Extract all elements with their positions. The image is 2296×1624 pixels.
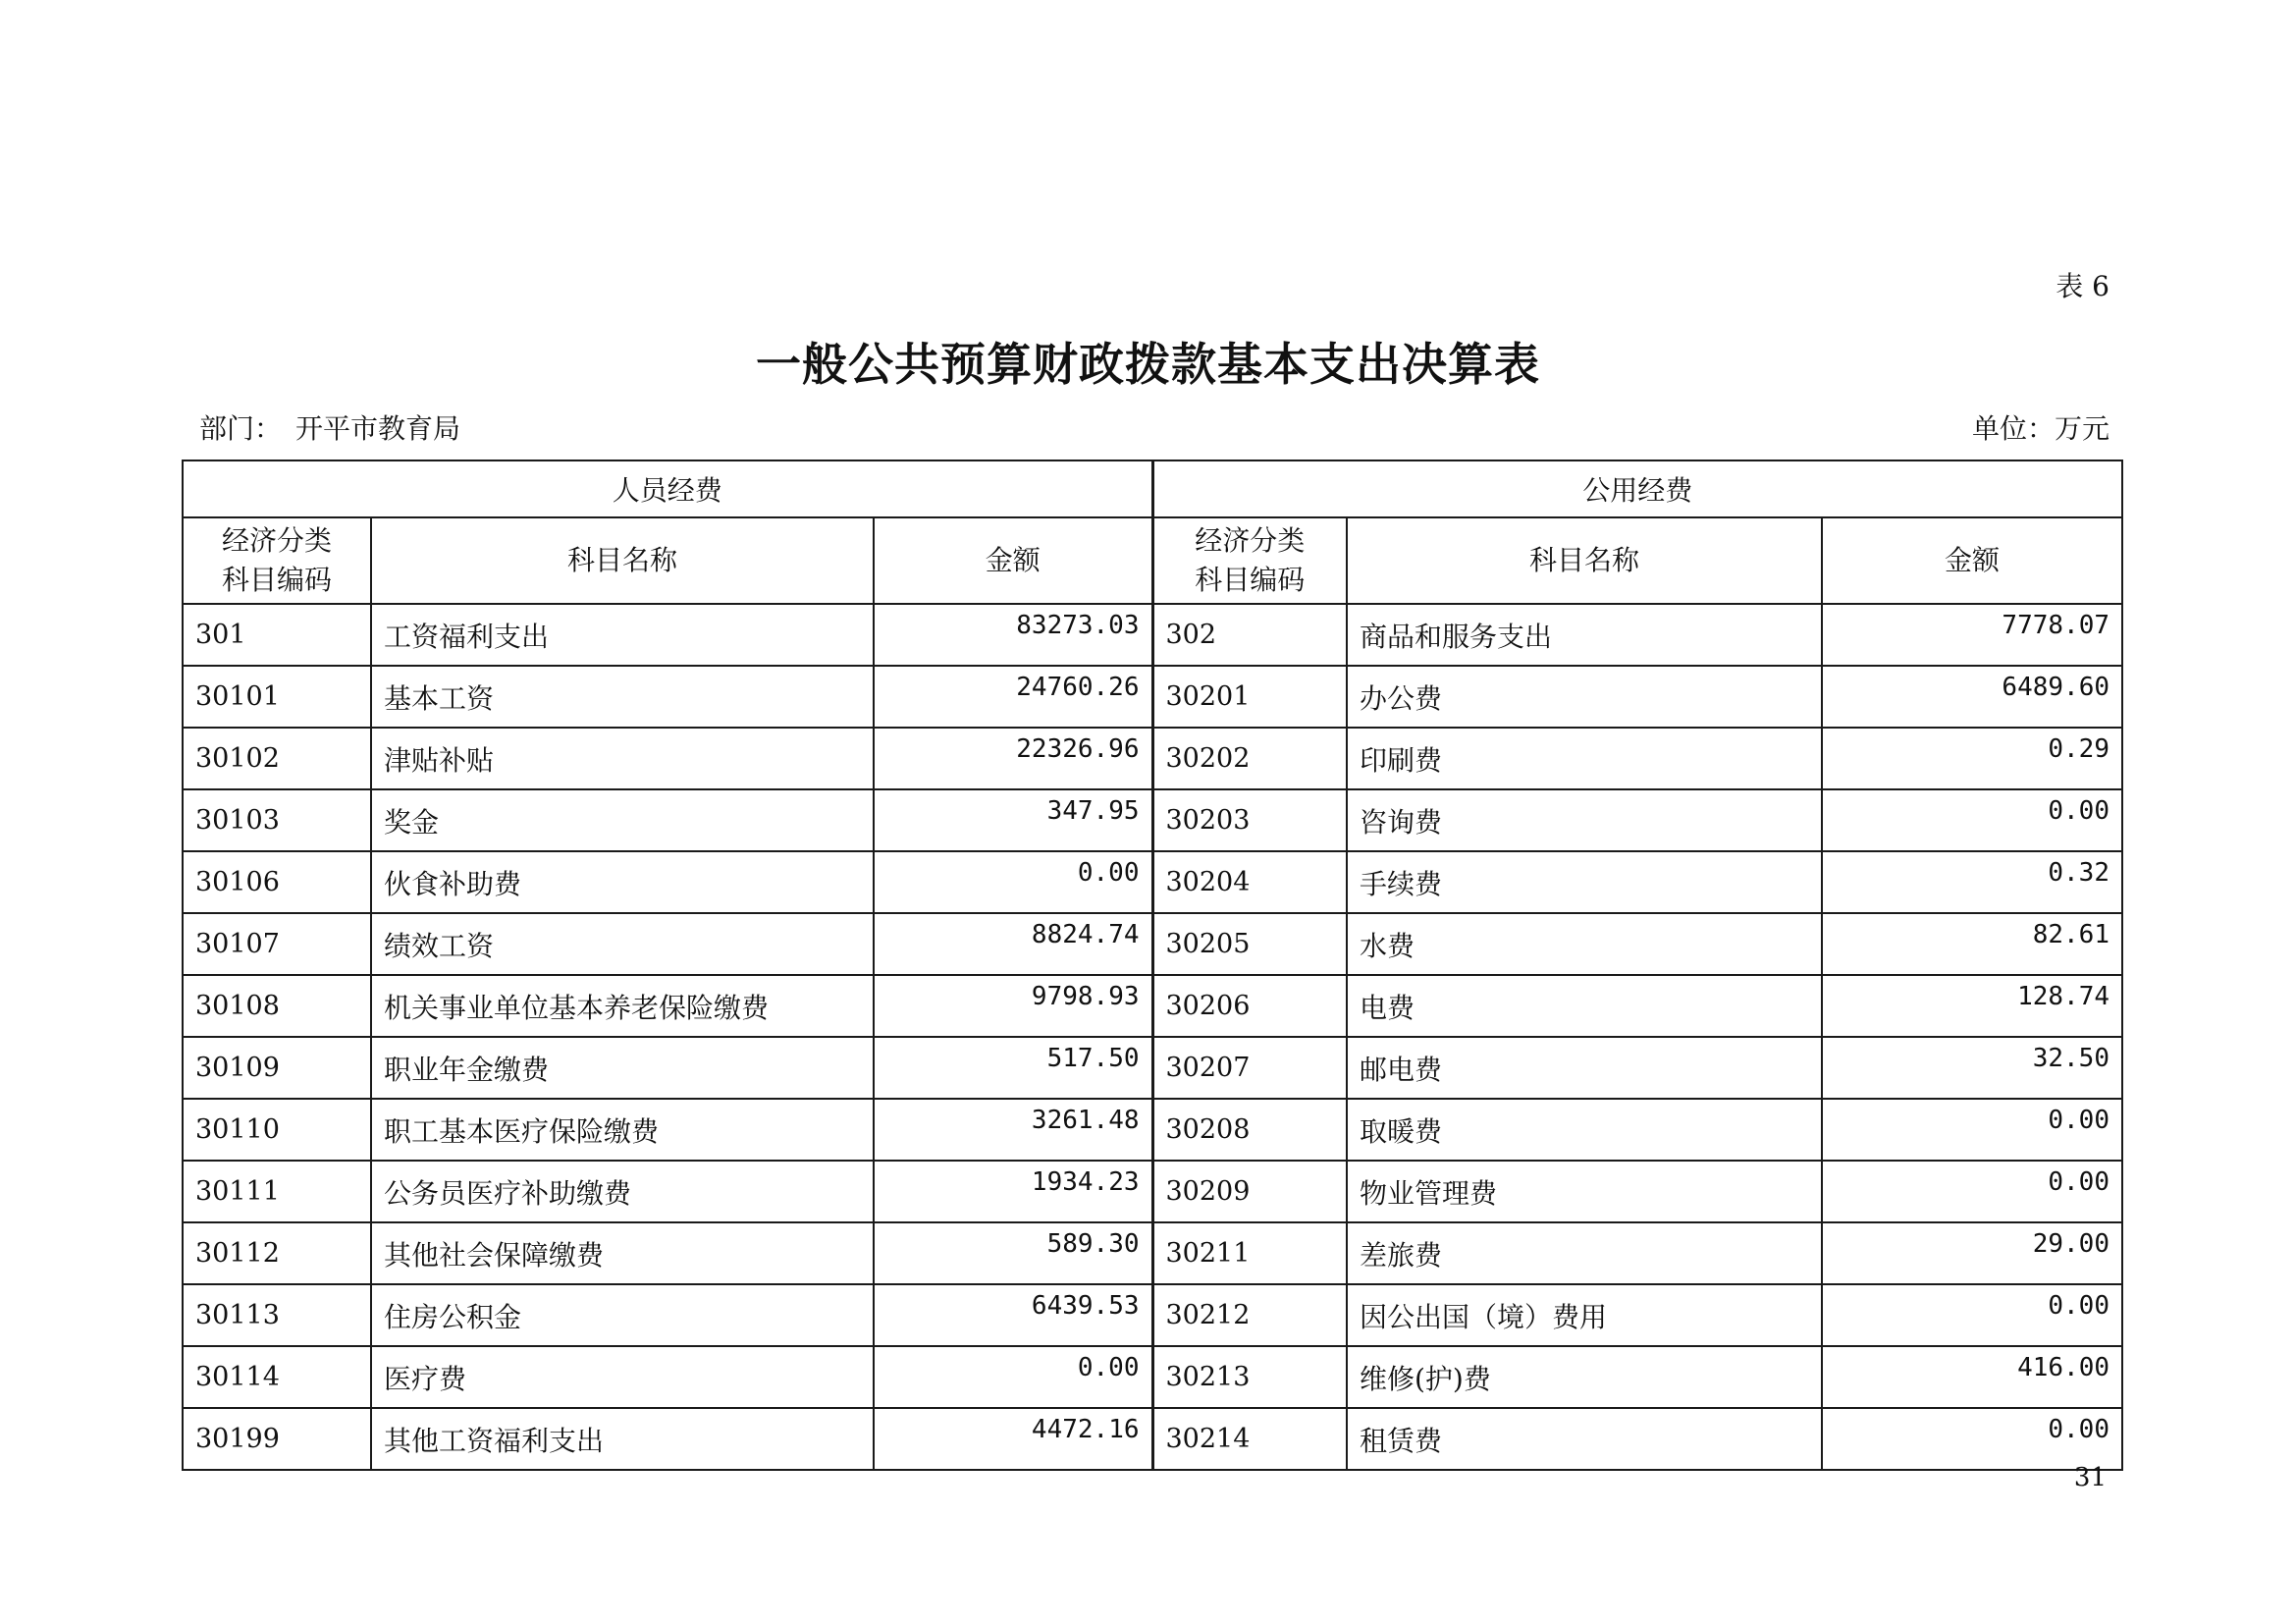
right-code-cell: 30212 [1152,1284,1347,1346]
right-amount-cell: 7778.07 [1822,604,2122,666]
left-amount-cell: 347.95 [874,789,1152,851]
right-amount-cell: 128.74 [1822,975,2122,1037]
right-name-cell: 维修(护)费 [1347,1346,1822,1408]
left-code-cell: 30108 [183,975,371,1037]
left-code-cell: 30113 [183,1284,371,1346]
right-code-cell: 30214 [1152,1408,1347,1470]
right-amount-cell: 0.00 [1822,1161,2122,1222]
table-row [183,789,2122,851]
left-amount-cell: 83273.03 [874,604,1152,666]
right-amount-cell: 32.50 [1822,1037,2122,1099]
section-public: 公用经费 [1152,460,2122,517]
right-amount-cell: 0.00 [1822,789,2122,851]
left-amount-cell: 8824.74 [874,913,1152,975]
table-row [183,1346,2122,1408]
left-amount-cell: 9798.93 [874,975,1152,1037]
right-name-cell: 手续费 [1347,851,1822,913]
header-name-left: 科目名称 [371,517,874,604]
left-name-cell: 奖金 [371,789,874,851]
left-name-cell: 绩效工资 [371,913,874,975]
table-row [183,851,2122,913]
right-code-cell: 30203 [1152,789,1347,851]
left-amount-cell: 0.00 [874,851,1152,913]
table-row [183,1284,2122,1346]
right-name-cell: 办公费 [1347,666,1822,728]
table-row [183,1222,2122,1284]
department-label: 部门： [199,412,283,445]
right-code-cell: 30202 [1152,728,1347,789]
unit-label: 单位：万元 [1971,412,2109,445]
right-amount-cell: 0.32 [1822,851,2122,913]
right-code-cell: 30206 [1152,975,1347,1037]
right-name-cell: 因公出国（境）费用 [1347,1284,1822,1346]
left-name-cell: 伙食补助费 [371,851,874,913]
left-amount-cell: 1934.23 [874,1161,1152,1222]
department-block [199,407,460,447]
left-amount-cell: 24760.26 [874,666,1152,728]
left-name-cell: 医疗费 [371,1346,874,1408]
header-amount-right: 金额 [1822,517,2122,604]
right-amount-cell: 416.00 [1822,1346,2122,1408]
left-code-cell: 30110 [183,1099,371,1161]
right-code-cell: 30207 [1152,1037,1347,1099]
left-code-cell: 30102 [183,728,371,789]
left-amount-cell: 0.00 [874,1346,1152,1408]
left-amount-cell: 6439.53 [874,1284,1152,1346]
right-amount-cell: 0.29 [1822,728,2122,789]
left-code-cell: 30199 [183,1408,371,1470]
left-name-cell: 其他工资福利支出 [371,1408,874,1470]
column-header-row [183,517,2122,604]
left-amount-cell: 589.30 [874,1222,1152,1284]
table-row [183,1037,2122,1099]
header-code-line1: 经济分类 [1195,524,1306,557]
right-code-cell: 30201 [1152,666,1347,728]
left-code-cell: 301 [183,604,371,666]
left-name-cell: 公务员医疗补助缴费 [371,1161,874,1222]
header-name-right: 科目名称 [1347,517,1822,604]
left-name-cell: 工资福利支出 [371,604,874,666]
left-code-cell: 30112 [183,1222,371,1284]
left-name-cell: 基本工资 [371,666,874,728]
right-name-cell: 电费 [1347,975,1822,1037]
section-header-row [183,460,2122,517]
page-title: 一般公共预算财政拨款基本支出决算表 [756,338,1540,391]
right-code-cell: 30205 [1152,913,1347,975]
table-row [183,604,2122,666]
right-amount-cell: 6489.60 [1822,666,2122,728]
left-amount-cell: 517.50 [874,1037,1152,1099]
header-code-left [183,517,371,604]
left-amount-cell: 22326.96 [874,728,1152,789]
table-row [183,1099,2122,1161]
left-code-cell: 30109 [183,1037,371,1099]
right-amount-cell: 29.00 [1822,1222,2122,1284]
left-code-cell: 30114 [183,1346,371,1408]
right-name-cell: 租赁费 [1347,1408,1822,1470]
left-code-cell: 30106 [183,851,371,913]
section-personnel: 人员经费 [183,460,1152,517]
left-amount-cell: 3261.48 [874,1099,1152,1161]
left-code-cell: 30103 [183,789,371,851]
right-code-cell: 30204 [1152,851,1347,913]
meta-row [199,407,2109,447]
right-amount-cell: 0.00 [1822,1099,2122,1161]
right-code-cell: 30211 [1152,1222,1347,1284]
left-code-cell: 30111 [183,1161,371,1222]
right-name-cell: 商品和服务支出 [1347,604,1822,666]
left-amount-cell: 4472.16 [874,1408,1152,1470]
right-code-cell: 302 [1152,604,1347,666]
left-name-cell: 职工基本医疗保险缴费 [371,1099,874,1161]
right-name-cell: 邮电费 [1347,1037,1822,1099]
table-row [183,1161,2122,1222]
right-code-cell: 30213 [1152,1346,1347,1408]
right-name-cell: 物业管理费 [1347,1161,1822,1222]
table-row [183,1408,2122,1470]
left-name-cell: 职业年金缴费 [371,1037,874,1099]
header-code-right [1152,517,1347,604]
right-code-cell: 30209 [1152,1161,1347,1222]
right-amount-cell: 0.00 [1822,1408,2122,1470]
left-code-cell: 30107 [183,913,371,975]
expenditure-table [182,460,2123,1471]
right-name-cell: 水费 [1347,913,1822,975]
right-name-cell: 取暖费 [1347,1099,1822,1161]
left-name-cell: 机关事业单位基本养老保险缴费 [371,975,874,1037]
left-code-cell: 30101 [183,666,371,728]
header-code-line1: 经济分类 [221,524,332,557]
right-amount-cell: 82.61 [1822,913,2122,975]
right-name-cell: 印刷费 [1347,728,1822,789]
page-number: 31 [2073,1463,2107,1492]
right-amount-cell: 0.00 [1822,1284,2122,1346]
left-name-cell: 津贴补贴 [371,728,874,789]
table-row [183,913,2122,975]
right-code-cell: 30208 [1152,1099,1347,1161]
left-name-cell: 住房公积金 [371,1284,874,1346]
table-row [183,666,2122,728]
department-name: 开平市教育局 [295,412,461,445]
table-row [183,728,2122,789]
header-code-line2: 科目编码 [1195,564,1306,596]
right-name-cell: 差旅费 [1347,1222,1822,1284]
table-row [183,975,2122,1037]
left-name-cell: 其他社会保障缴费 [371,1222,874,1284]
right-name-cell: 咨询费 [1347,789,1822,851]
header-amount-left: 金额 [874,517,1152,604]
table-number: 表 6 [2056,270,2109,302]
header-code-line2: 科目编码 [221,564,332,596]
